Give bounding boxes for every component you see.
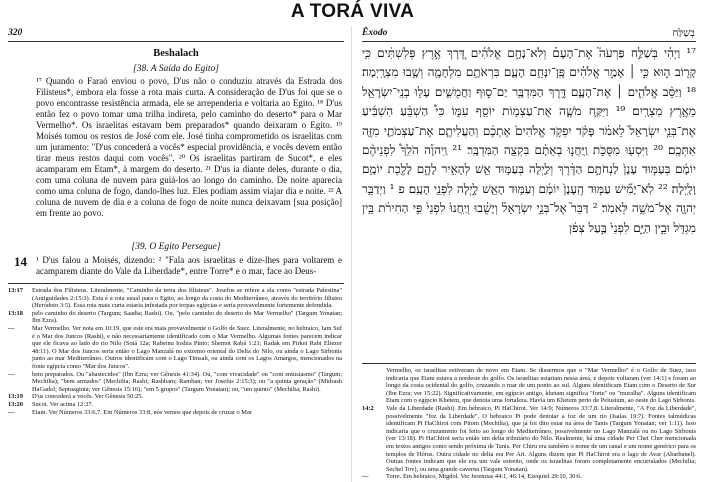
header-rule bbox=[8, 41, 344, 42]
note-text: Estrada dos Filisteus. Literalmente, "Caminho da terra dos filisteus". Josefus se refere a ela como "estrada Palestina" (Antiguidades 2:15:3). Esta é a rota usual para o Egito, ao longo da costa do Mediterrâneo, através do território filisteu (Heródoto 3:5). Essa rota mais curta estaria infestada por tropas egípcias e seria provavelmente fortemente defendida. bbox=[32, 287, 342, 310]
note-text: bem preparados. Ou "abastecidos" (Ibn Ezra; ver Gênesis 41:34). Ou, "com vivacidade" ou "com entusiasmo" (Targum; Mechilta); "bem armados" (Mechilta; Rashi; Rashbam; Ramban; ver Josefus 2:15:3); ou "a quinta geração" (Midrash HaGadol; Septuaginta; ver Gênesis 15:16); "em 5 grupos" (Targum Yonatan); ou, "um quinto" (Mechilta; Rashi). bbox=[32, 370, 342, 393]
note-ref: 14:2 bbox=[362, 404, 374, 412]
note bbox=[362, 405, 696, 473]
notes-rule bbox=[362, 363, 696, 364]
section-heading-2: [39. O Egito Persegue] bbox=[131, 242, 221, 252]
note-ref: — bbox=[362, 473, 369, 480]
note bbox=[8, 393, 342, 401]
note-ref: 13:17 bbox=[8, 287, 23, 294]
note-text: Mar Vermelho. Ver nota em 10:19, que este era mais provavelmente o Golfo de Suez. Literalmente, no hebraico, Iam Suf é o Mar dos Juncos (Rashi), e não necessariamente identificado com o Mar Vermelho. Algumas fontes parecem indicar que ele ficava ao lado do rio Nilo (Sotá 12a; Rabeinu Ioshia Pinto; Shemot Rabá 1:21; Radak em Pirkei Rabi Eliezer 48:11). O Mar dos Juncos seria então o Lago Manzalá no extremo oriental do Delta do Nilo, ou ainda o Lago Sirbonis junto ao mar Mediterrâneo. Outros identificam com o Lago Timsah, ou ainda com os Lagos Amargos, mencionados na fonte egípcia como "Mar dos Juncos". bbox=[32, 324, 342, 370]
note bbox=[8, 409, 342, 417]
note-ref: — bbox=[8, 408, 15, 416]
note-ref: 13:19 bbox=[8, 393, 23, 401]
note-text: D'us concederá a vocês. Ver Gênesis 50:25. bbox=[32, 393, 144, 401]
note bbox=[8, 371, 342, 394]
commentary-notes bbox=[362, 367, 696, 480]
note bbox=[362, 473, 696, 480]
note-text: Etam. Ver Números 33:6,7. Em Números 33:8, nós vemos que depois de cruzar o Mar bbox=[32, 408, 252, 416]
note bbox=[8, 310, 342, 325]
chapter-number: 14 bbox=[14, 254, 27, 269]
book-title: A TORÁ VIVA bbox=[290, 1, 415, 22]
header-rule bbox=[362, 41, 696, 42]
note-text: Sucot. Ver acima 12:37. bbox=[32, 400, 94, 408]
note bbox=[8, 325, 342, 371]
commentary-notes bbox=[8, 287, 342, 479]
note-text: Vermelho, os israelitas estiveram de novo em Etam. Se dissermos que o "Mar Vermelho" é o Golfo de Suez, isso indicaria que Etam estava a nordeste do golfo. Os israelitas estariam nessa área, e depois voltaram (ver 14:1) e foram ao longo da costa ocidental do golfo, cruzando o mar de um ponto ao sul. Alguns identificam Etam com o Deserto de Sur (Ibn Ezra; ver 15:22). Significativamente, em egípcio antigo, khetam significa "forte" ou "muralha". Alguns identificam Etam com o egípcio Khetem, que denota uma fortaleza. Havia um Khetem perto de Pelusium, ao oeste do Lago Sirbonis. bbox=[386, 367, 696, 405]
note bbox=[8, 287, 342, 310]
right-page bbox=[352, 24, 705, 482]
parashah-name-hebrew: בְּשַׁלַּח bbox=[672, 28, 695, 39]
note-ref: — bbox=[8, 370, 15, 378]
page-number: 320 bbox=[8, 28, 23, 38]
parashah-heading: Beshalach bbox=[153, 48, 199, 59]
note-ref: 13:18 bbox=[8, 309, 23, 317]
translation-paragraph-1: ¹⁷ Quando o Faraó enviou o povo, D'us não o conduziu através da Estrada dos Filisteus*, embora ela fosse a rota mais curta. A consideração de D'us foi que se o povo encontrasse resistência armada, ele se arrependeria e voltaria ao Egito. ¹⁸ D'us então fez o povo tomar uma trilha indireta, pelo caminho do deserto* para o Mar Vermelho*. Os israelitas estavam bem preparados* quando deixaram o Egito. ¹⁹ Moisés tomou os restos de José com ele. José tinha comprometido os israelitas com um juramento: "D'us concederá a vocês* especial providência, e vocês devem então tirar meus restos daqui com vocês". ²⁰ Os israelitas partiram de Sucot*, e eles acamparam em Etam*, à margem do deserto. ²¹ D'us ia diante deles, durante o dia, com uma coluna de nuvem para guiá-los ao longo do caminho. De noite aparecia como uma coluna de fogo, dando-lhes luz. Eles podiam assim viajar dia e noite. ²² A coluna de nuvem de dia e a coluna de fogo de noite nunca deixavam [sua posição] em frente ao povo. bbox=[36, 76, 342, 218]
translation-paragraph-2: ¹ D'us falou a Moisés, dizendo: ² "Fala aos israelitas e dize-lhes para voltarem e acamparem diante do Vale da Liberdade*, entre Torre* e o mar, face ao Deus- bbox=[36, 255, 342, 276]
note-ref: — bbox=[8, 324, 15, 332]
note-text: pelo caminho do deserto (Targum; Saadia; Rashi). Ou, "pelo caminho do deserto do Mar Vermelho" (Targum Yonatan; Ibn Ezra). bbox=[32, 309, 342, 325]
note-ref bbox=[362, 367, 386, 405]
note-ref: 13:20 bbox=[8, 400, 23, 408]
left-page bbox=[0, 24, 352, 482]
note bbox=[362, 367, 696, 405]
book-name: Êxodo bbox=[362, 28, 388, 38]
note-text: Vale da Liberdade (Rashi). Em hebraico, Pi HaChirot. Ver 14:9; Números 33:7,8. Literalmente, "A Foz da Liberdade", possivelmente "foz da Liberdade". O hebraico Pi pode denotar a foz de um rio (Isaías 19:7). Fontes talmúdicas identificam Pi HaChirot com Pitom (Mechilta), que já foi dito estar na área de Tanis (Targum Yonatan; ver 1:11). Isso indicaria que o cruzamento foi feito ao longo do Mediterrâneo, possivelmente no Lago Manzalá ou no Lago Sirbonis (ver 13:18). Pi HaChirot seria então um delta tributário do Nilo. Realmente, há uma cidade Per Chet Cher mencionada em textos antigos como sendo próxima de Tanis. Per Chiru era também o nome de um canal e um nome genérico para os templos de Hórus. Outra cidade no delta era Per Ari. Alguns dizem que Pi HaChirot era o lago de Avar (Abarbanel). Outras fontes indicam que ele era um vale estreito, onde os israelitas foram completamente encurralados (Mechilta; Sechel Tov), ou uma grande caverna (Targum Yonatan). bbox=[386, 404, 696, 473]
note-text: Torre. Em hebraico, Migdol. Ver Jeremias 44:1, 46:14, Ezequiel 29:10, 30:6. bbox=[386, 473, 582, 480]
section-heading-1: [38. A Saída do Egito] bbox=[133, 64, 219, 74]
notes-rule bbox=[8, 283, 344, 284]
book-title-banner bbox=[0, 0, 705, 24]
note bbox=[8, 401, 342, 409]
hebrew-text: ¹⁷ וַיְהִ֗י בְּשַׁלַּ֣ח פַּרְעֹה֮ אֶת־הָעָם֒ וְלֹא־נָחָ֣ם אֱלֹהִ֗ים דֶּ֚רֶךְ אֶ֣רֶץ פְּלִשְׁתִּ֔ים כִּ֥י קָר֖וֹב ה֑וּא כִּ֣י ׀ אָמַ֣ר אֱלֹהִ֗ים פֶּֽן־יִנָּחֵ֥ם הָעָ֛ם בִּרְאֹתָ֥ם מִלְחָמָ֖ה וְשָׁ֥בוּ מִצְרָֽיְמָה׃ ¹⁸ וַיַּסֵּ֨ב אֱלֹהִ֧ים ׀ אֶת־הָעָ֛ם דֶּ֥רֶךְ הַמִּדְבָּ֖ר יַם־ס֑וּף וַחֲמֻשִׁ֛ים עָל֥וּ בְנֵֽי־יִשְׂרָאֵ֖ל מֵאֶ֥רֶץ מִצְרָֽיִם׃ ¹⁹ וַיִּקַּ֥ח מֹשֶׁ֛ה אֶת־עַצְמ֥וֹת יוֹסֵ֖ף עִמּ֑וֹ כִּי֩ הַשְׁבֵּ֨עַ הִשְׁבִּ֜יעַ אֶת־בְּנֵ֤י יִשְׂרָאֵל֙ לֵאמֹ֔ר פָּקֹ֨ד יִפְקֹ֤ד אֱלֹהִים֙ אֶתְכֶ֔ם וְהַעֲלִיתֶ֧ם אֶת־עַצְמֹתַ֛י מִזֶּ֖ה אִתְּכֶֽם׃ ²⁰ וַיִּסְע֖וּ מִסֻּכֹּ֑ת וַֽיַּחֲנ֣וּ בְאֵתָ֔ם בִּקְצֵ֖ה הַמִּדְבָּֽר׃ ²¹ וַֽיהוָ֡ה הֹלֵךְ֩ לִפְנֵיהֶ֨ם יוֹמָ֜ם בְּעַמּ֤וּד עָנָן֙ לַנְחֹתָ֣ם הַדֶּ֔רֶךְ וְלַ֛יְלָה בְּעַמּ֥וּד אֵ֖שׁ לְהָאִ֣יר לָהֶ֑ם לָלֶ֖כֶת יוֹמָ֥ם וָלָֽיְלָה׃ ²² לֹֽא־יָמִ֞ישׁ עַמּ֤וּד הֶֽעָנָן֙ יוֹמָ֔ם וְעַמּ֥וּד הָאֵ֖שׁ לָ֑יְלָה לִפְנֵ֖י הָעָֽם׃ פ ¹ וַיְדַבֵּ֥ר יְהוָ֖ה אֶל־מֹשֶׁ֥ה לֵּאמֹֽר׃ ² דַּבֵּר֮ אֶל־בְּנֵ֣י יִשְׂרָאֵל֒ וְיָשֻׁ֗בוּ וְיַֽחֲנוּ֙ לִפְנֵי֙ פִּ֣י הַחִירֹ֔ת בֵּ֥ין מִגְדֹּ֖ל וּבֵ֣ין הַיָּ֑ם לִפְנֵי֙ בַּ֣עַל צְפֹ֔ן bbox=[362, 46, 696, 235]
